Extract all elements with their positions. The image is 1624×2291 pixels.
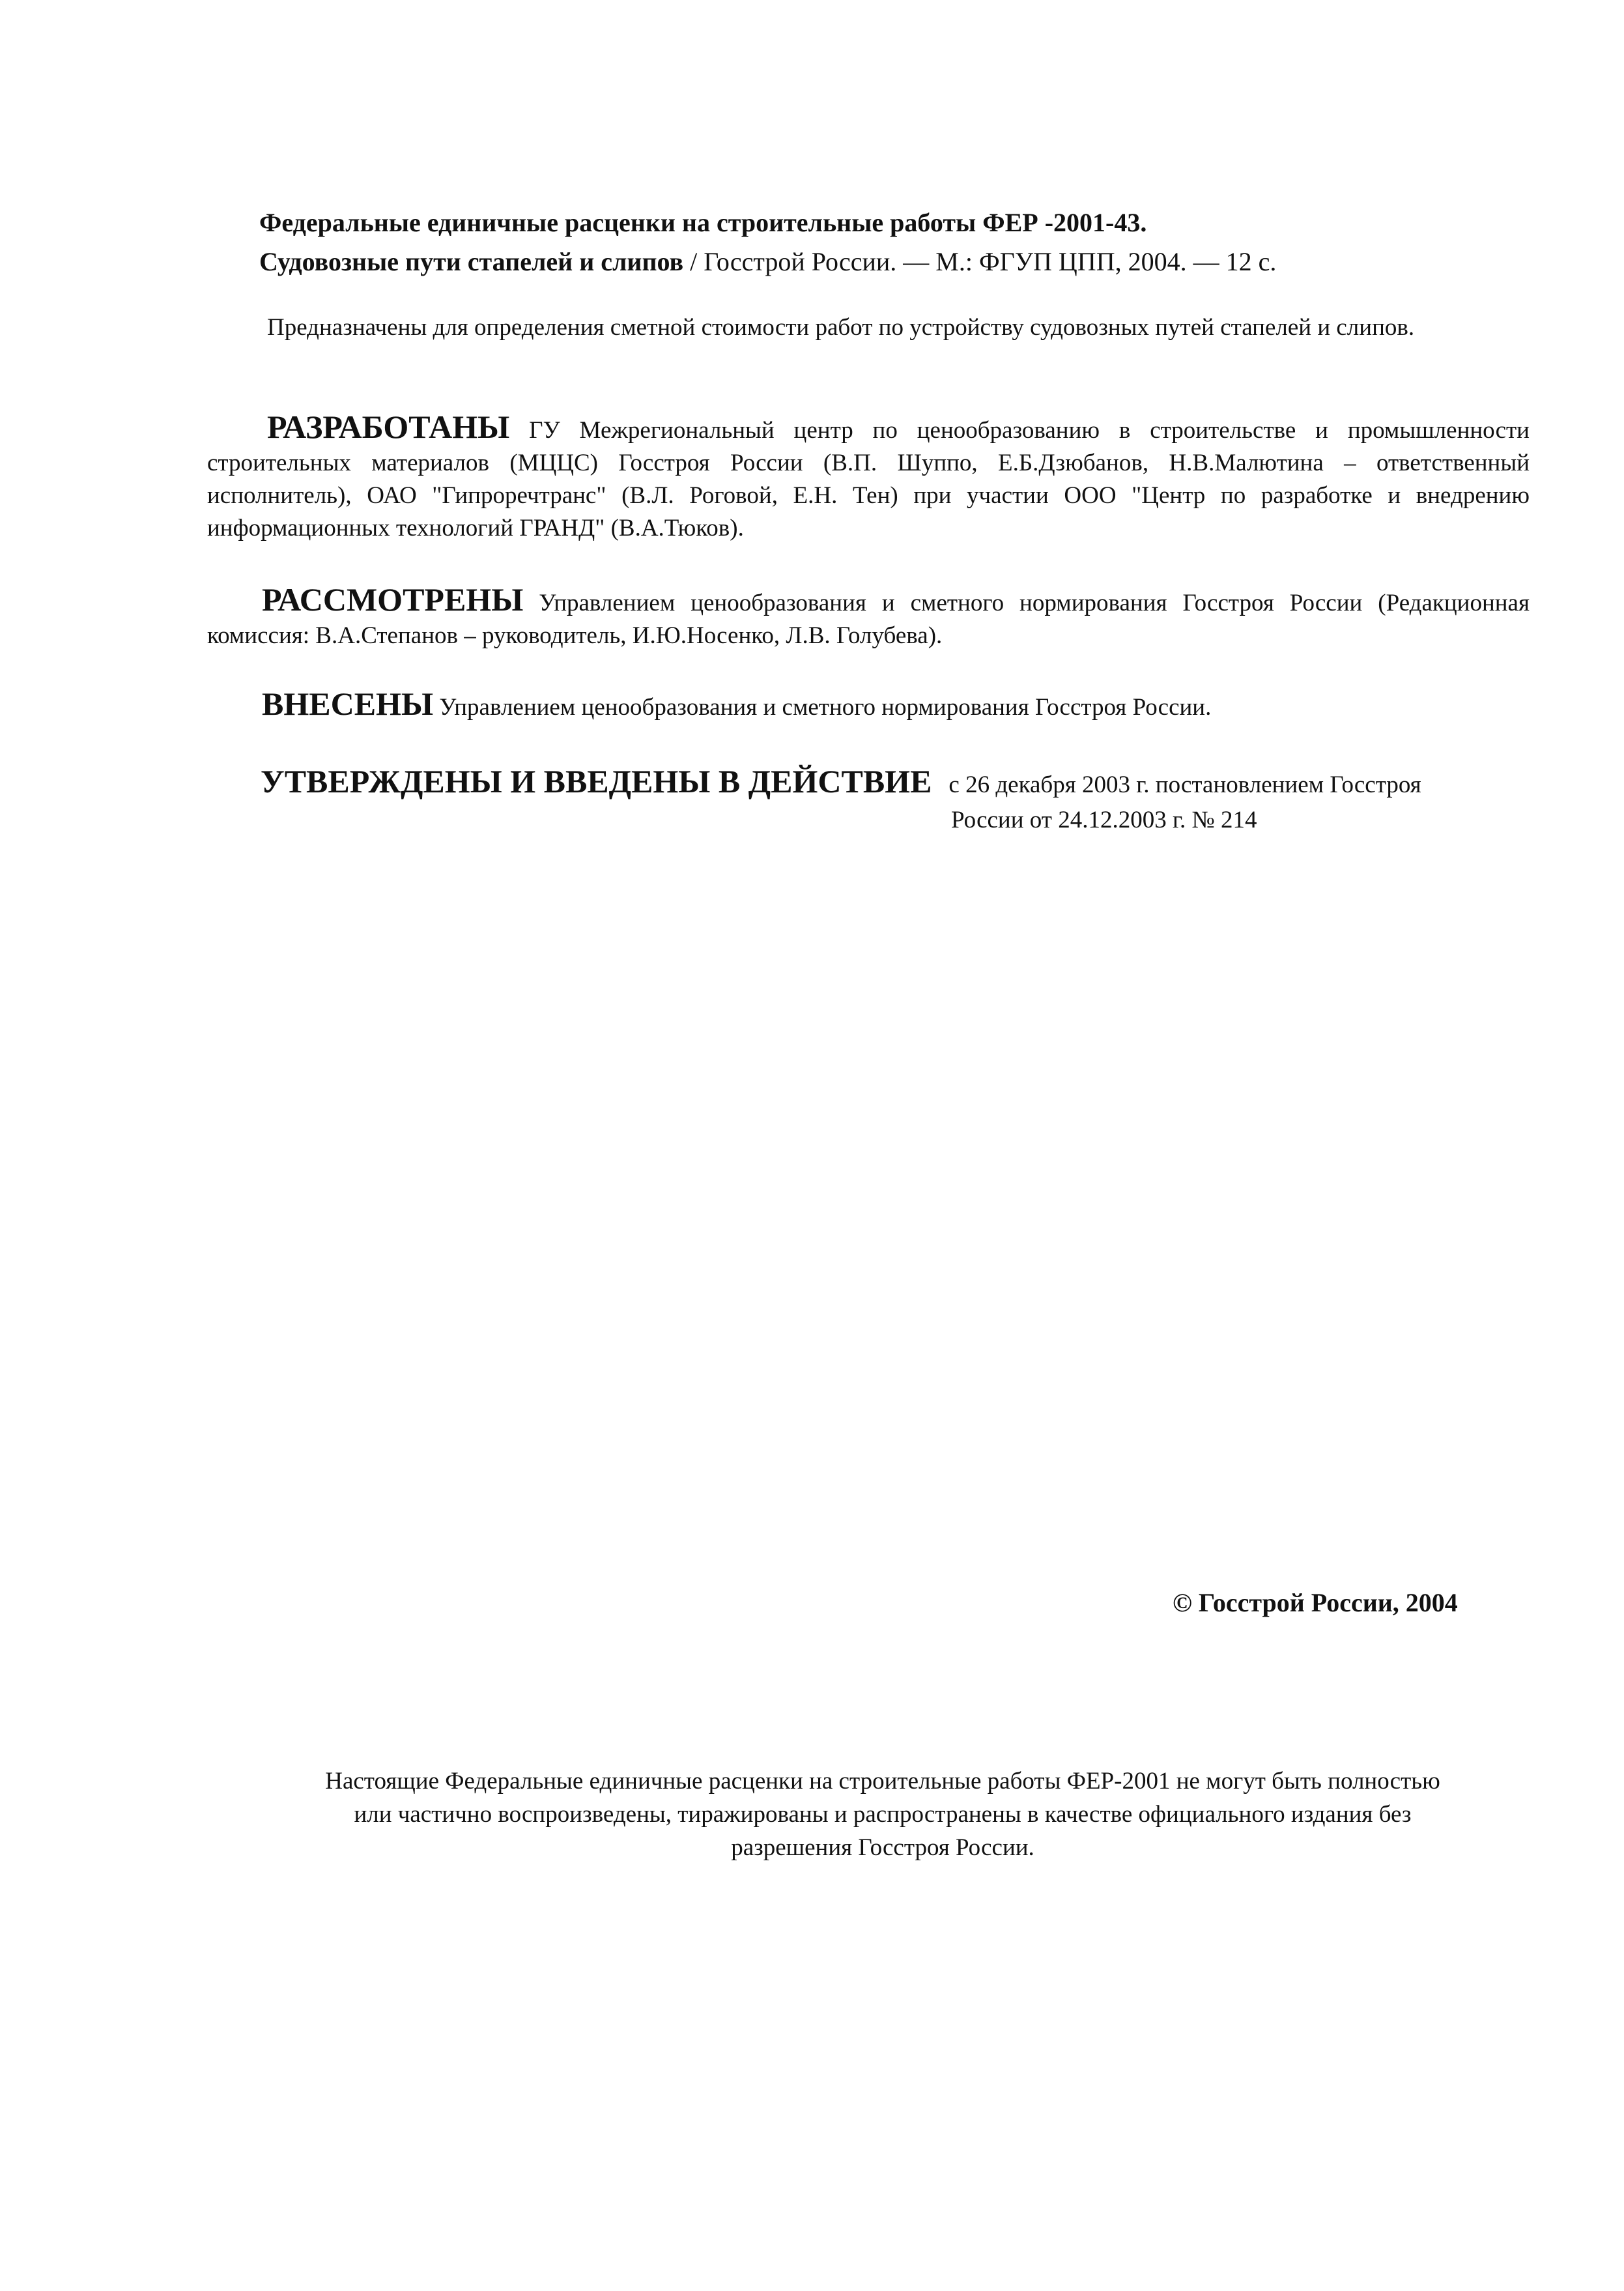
developed-section	[207, 411, 1530, 545]
approved-text-line2: России от 24.12.2003 г. № 214	[951, 807, 1257, 833]
reviewed-heading: РАССМОТРЕНЫ	[262, 581, 524, 618]
reviewed-paragraph	[207, 583, 1530, 652]
approved-row	[261, 765, 1531, 799]
purpose-section	[207, 311, 1530, 344]
notice-line-3: разрешения Госстроя России.	[731, 1834, 1034, 1861]
reviewed-section	[207, 583, 1530, 652]
submitted-section	[262, 687, 1532, 724]
notice-line-2: или частично воспроизведены, тиражированы и распространены в качестве официального издания без	[354, 1801, 1412, 1828]
developed-heading: РАЗРАБОТАНЫ	[267, 409, 510, 445]
document-subtitle: Судовозные пути стапелей и слипов	[259, 247, 684, 276]
submitted-paragraph	[262, 687, 1532, 724]
bibliographic-header	[259, 203, 1497, 281]
document-title: Федеральные единичные расценки на строительные работы ФЕР -2001-43.	[259, 208, 1147, 237]
developed-paragraph	[207, 411, 1530, 545]
reviewed-text: Управлением ценообразования и сметного нормирования Госстроя России (Редакционная комиссия: В.А.Степанов – руководитель, И.Ю.Носенко, Л.В. Голубева).	[207, 590, 1530, 649]
submitted-text: Управлением ценообразования и сметного нормирования Госстроя России.	[433, 694, 1212, 721]
document-subtitle-line	[259, 242, 1497, 281]
approved-section	[261, 763, 1531, 833]
developed-text: ГУ Межрегиональный центр по ценообразованию в строительстве и промышленности строительных материалов (МЦЦС) Госстроя России (В.П. Шуппо, Е.Б.Дзюбанов, Н.В.Малютина – ответственный исполнитель), ОАО "Гипроречтранс" (В.Л. Роговой, Е.Н. Тен) при участии ООО "Центр по разработке и внедрению информационных технологий ГРАНД" (В.А.Тюков).	[207, 417, 1530, 541]
approved-text-line1: с 26 декабря 2003 г. постановлением Госстроя	[948, 771, 1421, 798]
approved-heading: УТВЕРЖДЕНЫ И ВВЕДЕНЫ В ДЕЙСТВИЕ	[261, 763, 932, 800]
copyright-notice: © Госстрой России, 2004	[1173, 1588, 1458, 1617]
notice-line-1: Настоящие Федеральные единичные расценки на строительные работы ФЕР-2001 не могут быть полностью	[325, 1768, 1440, 1794]
submitted-heading: ВНЕСЕНЫ	[262, 685, 434, 722]
reproduction-notice	[235, 1765, 1531, 1864]
purpose-text: Предназначены для определения сметной стоимости работ по устройству судовозных путей стапелей и слипов.	[267, 314, 1415, 341]
publication-info: / Госстрой России. — М.: ФГУП ЦПП, 2004. — 12 с.	[683, 247, 1277, 276]
